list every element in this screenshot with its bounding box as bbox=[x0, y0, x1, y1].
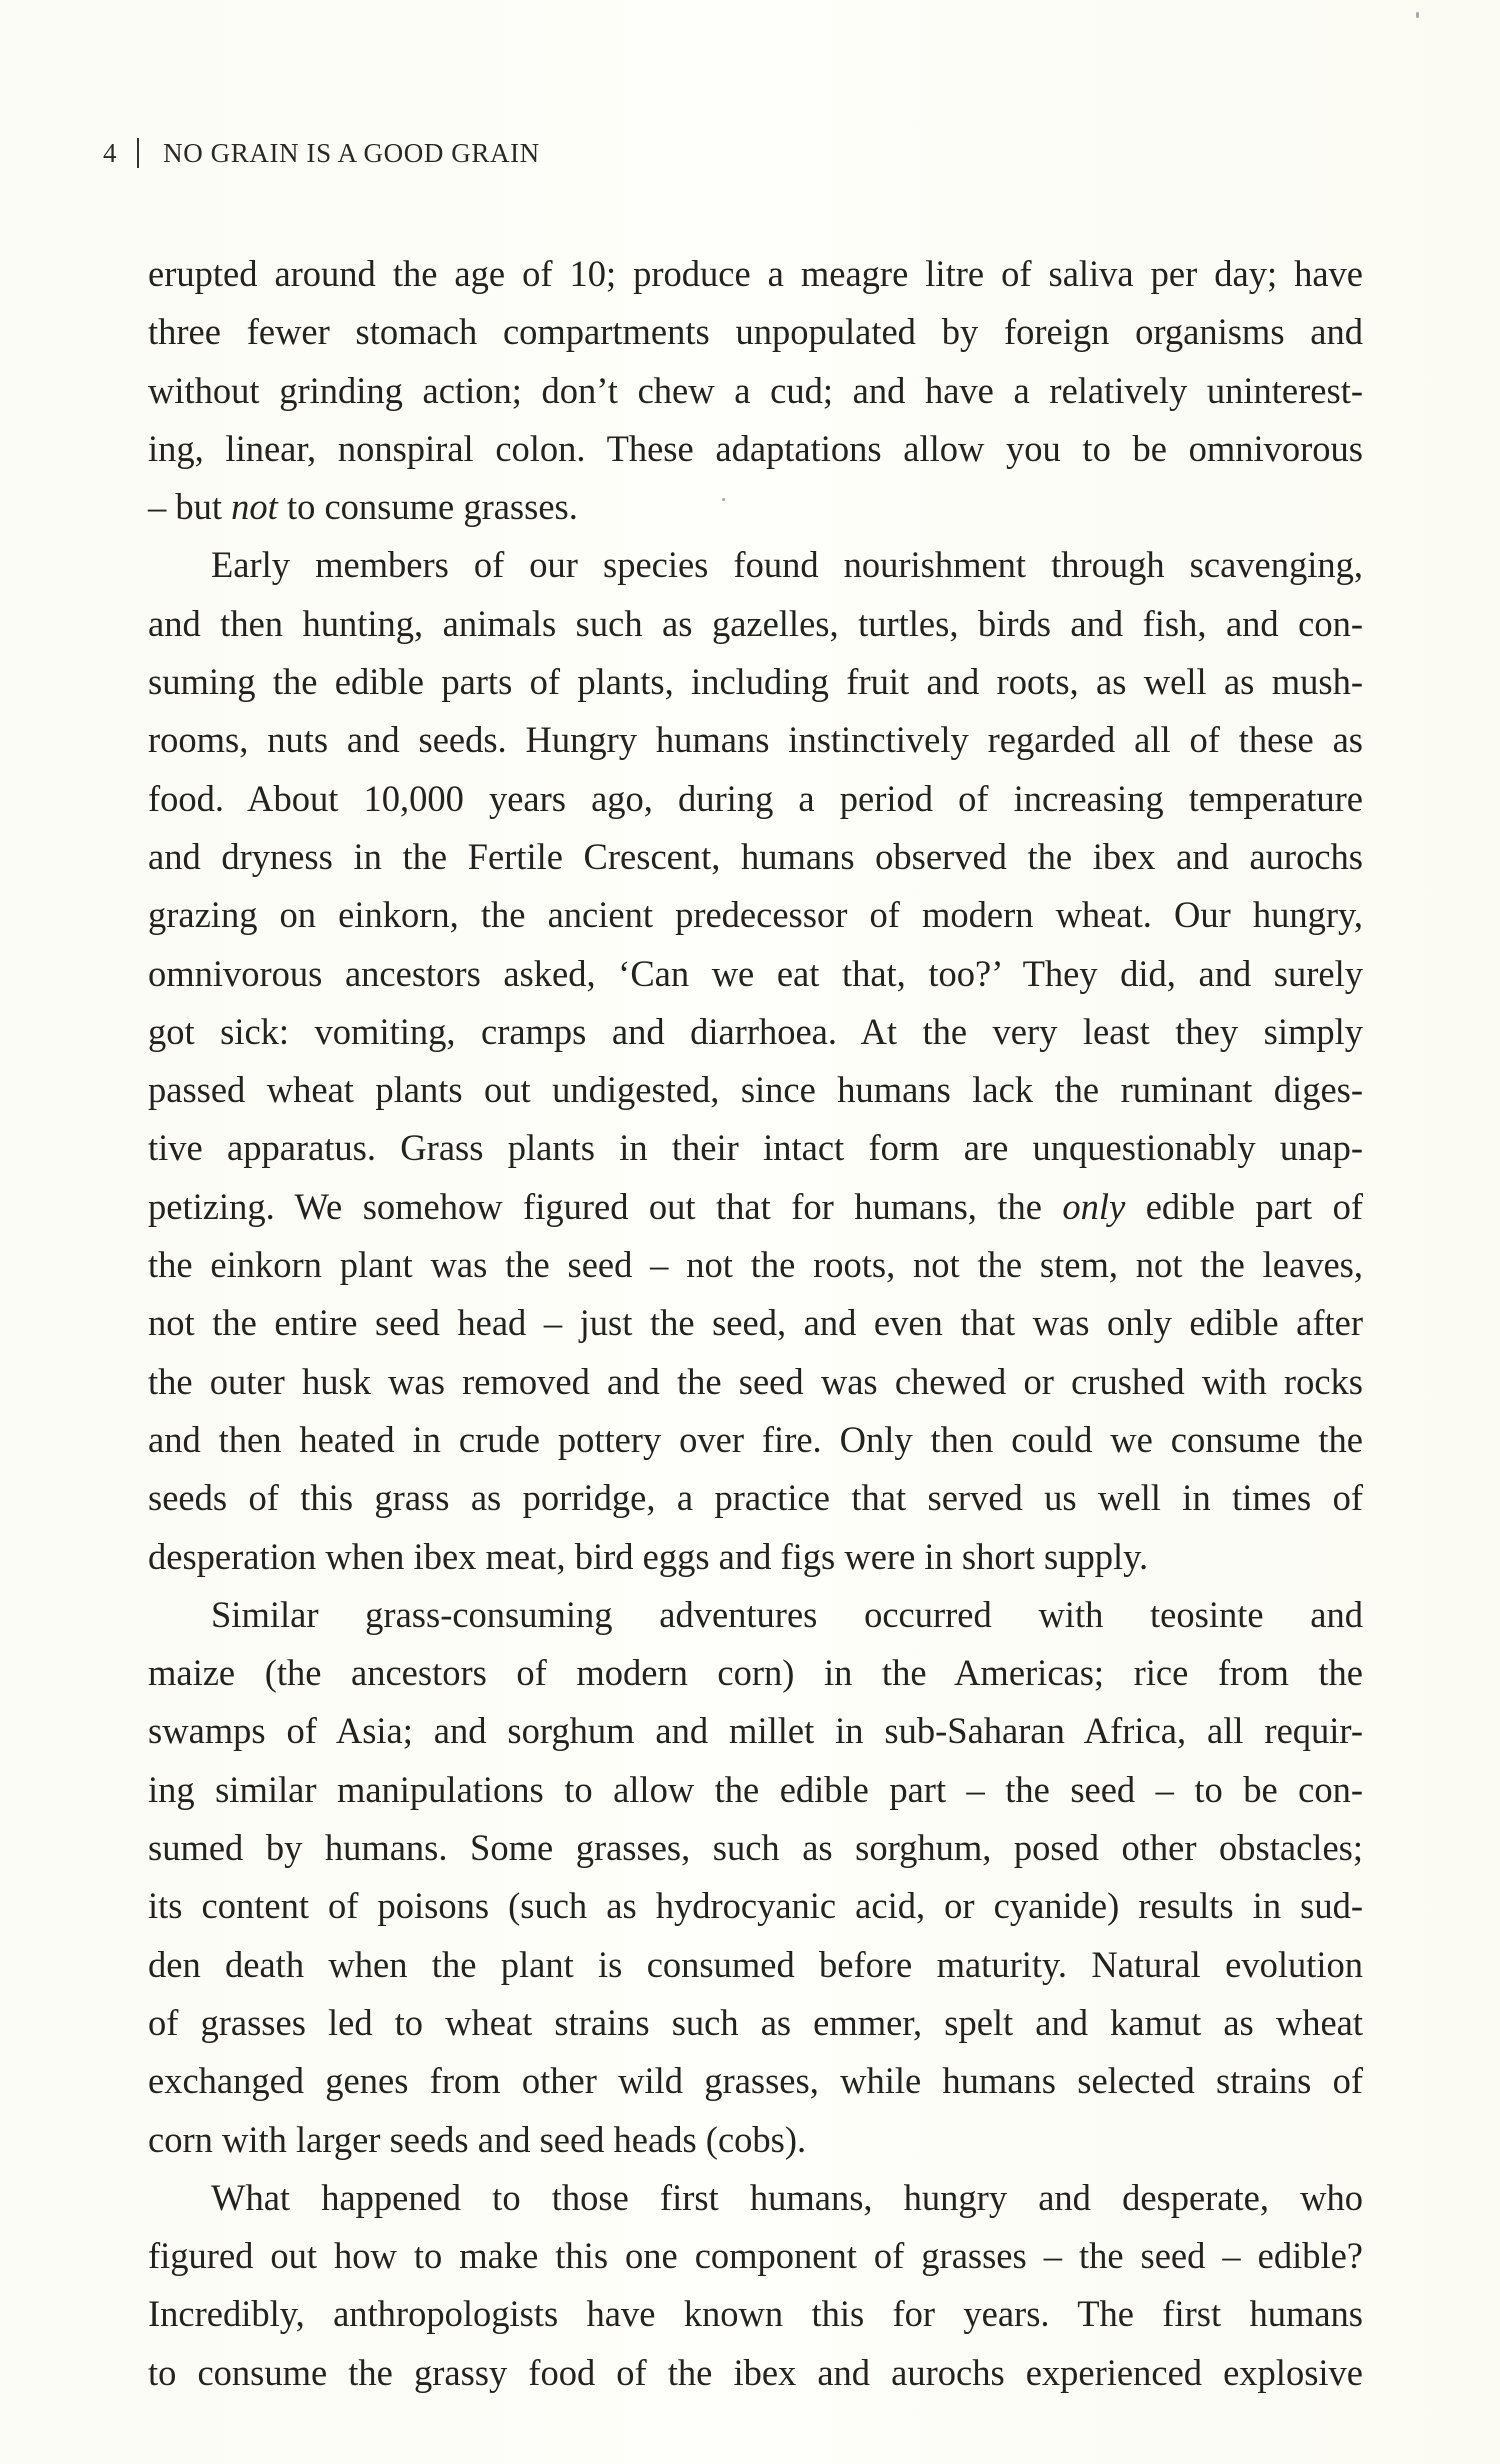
scan-speck bbox=[1416, 12, 1419, 18]
text-line: food. About 10,000 years ago, during a period of increasing temperature bbox=[148, 777, 1363, 819]
paragraph bbox=[148, 245, 1363, 536]
text-line: the einkorn plant was the seed – not the roots, not the stem, not the leaves, bbox=[148, 1244, 1363, 1286]
text-line: without grinding action; don’t chew a cud; and have a relatively uninterest- bbox=[148, 369, 1363, 411]
text-line: desperation when ibex meat, bird eggs and figs were in short supply. bbox=[148, 1535, 1149, 1577]
text-line: of grasses led to wheat strains such as emmer, spelt and kamut as wheat bbox=[148, 2001, 1363, 2043]
text-line: exchanged genes from other wild grasses, while humans selected strains of bbox=[148, 2060, 1363, 2102]
text-line: corn with larger seeds and seed heads (cobs). bbox=[148, 2118, 807, 2160]
text-line: What happened to those first humans, hungry and desperate, who bbox=[211, 2176, 1363, 2218]
text-line: got sick: vomiting, cramps and diarrhoea. At the very least they simply bbox=[148, 1010, 1363, 1052]
body-text bbox=[148, 245, 1363, 2402]
text-line: its content of poisons (such as hydrocyanic acid, or cyanide) results in sud- bbox=[148, 1885, 1363, 1927]
text-line: seeds of this grass as porridge, a practice that served us well in times of bbox=[148, 1477, 1363, 1519]
text-line: ing similar manipulations to allow the edible part – the seed – to be con- bbox=[148, 1768, 1363, 1810]
text-line: and then hunting, animals such as gazelles, turtles, birds and fish, and con- bbox=[148, 602, 1363, 644]
running-head-title: NO GRAIN IS A GOOD GRAIN bbox=[163, 138, 540, 168]
text-line: petizing. We somehow figured out that for humans, the only edible part of bbox=[148, 1185, 1363, 1227]
paragraph bbox=[148, 1586, 1363, 2169]
text-line: to consume the grassy food of the ibex and aurochs experienced explosive bbox=[148, 2351, 1363, 2393]
page-number: 4 bbox=[103, 138, 118, 168]
running-head bbox=[103, 132, 540, 172]
text-line: figured out how to make this one component of grasses – the seed – edible? bbox=[148, 2235, 1363, 2277]
text-line: rooms, nuts and seeds. Hungry humans instinctively regarded all of these as bbox=[148, 719, 1363, 761]
text-line: suming the edible parts of plants, including fruit and roots, as well as mush- bbox=[148, 661, 1363, 703]
text-line: grazing on einkorn, the ancient predecessor of modern wheat. Our hungry, bbox=[148, 894, 1363, 936]
text-line: den death when the plant is consumed before maturity. Natural evolution bbox=[148, 1943, 1363, 1985]
text-line: sumed by humans. Some grasses, such as sorghum, posed other obstacles; bbox=[148, 1827, 1363, 1869]
paragraph bbox=[148, 536, 1363, 1585]
text-line: maize (the ancestors of modern corn) in the Americas; rice from the bbox=[148, 1652, 1363, 1694]
text-line: ing, linear, nonspiral colon. These adaptations allow you to be omnivorous bbox=[148, 427, 1363, 469]
emphasis: only bbox=[1062, 1185, 1126, 1227]
text-line: the outer husk was removed and the seed was chewed or crushed with rocks bbox=[148, 1360, 1363, 1402]
emphasis: not bbox=[231, 486, 278, 528]
text-line: and dryness in the Fertile Crescent, humans observed the ibex and aurochs bbox=[148, 835, 1363, 877]
paragraph bbox=[148, 2169, 1363, 2402]
text-line: Similar grass-consuming adventures occurred with teosinte and bbox=[211, 1593, 1363, 1635]
text-line: swamps of Asia; and sorghum and millet in sub-Saharan Africa, all requir- bbox=[148, 1710, 1363, 1752]
text-line: three fewer stomach compartments unpopulated by foreign organisms and bbox=[148, 311, 1363, 353]
text-line: Early members of our species found nourishment through scavenging, bbox=[211, 544, 1363, 586]
text-line: and then heated in crude pottery over fire. Only then could we consume the bbox=[148, 1418, 1363, 1460]
text-line: tive apparatus. Grass plants in their intact form are unquestionably unap- bbox=[148, 1127, 1363, 1169]
text-line: Incredibly, anthropologists have known this for years. The first humans bbox=[148, 2293, 1363, 2335]
text-line: – but not to consume grasses. bbox=[148, 486, 578, 528]
text-line: erupted around the age of 10; produce a meagre litre of saliva per day; have bbox=[148, 253, 1363, 294]
text-line: omnivorous ancestors asked, ‘Can we eat that, too?’ They did, and surely bbox=[148, 952, 1363, 994]
header-separator bbox=[137, 138, 139, 168]
text-line: not the entire seed head – just the seed, and even that was only edible after bbox=[148, 1302, 1363, 1344]
text-line: passed wheat plants out undigested, since humans lack the ruminant diges- bbox=[148, 1069, 1363, 1111]
